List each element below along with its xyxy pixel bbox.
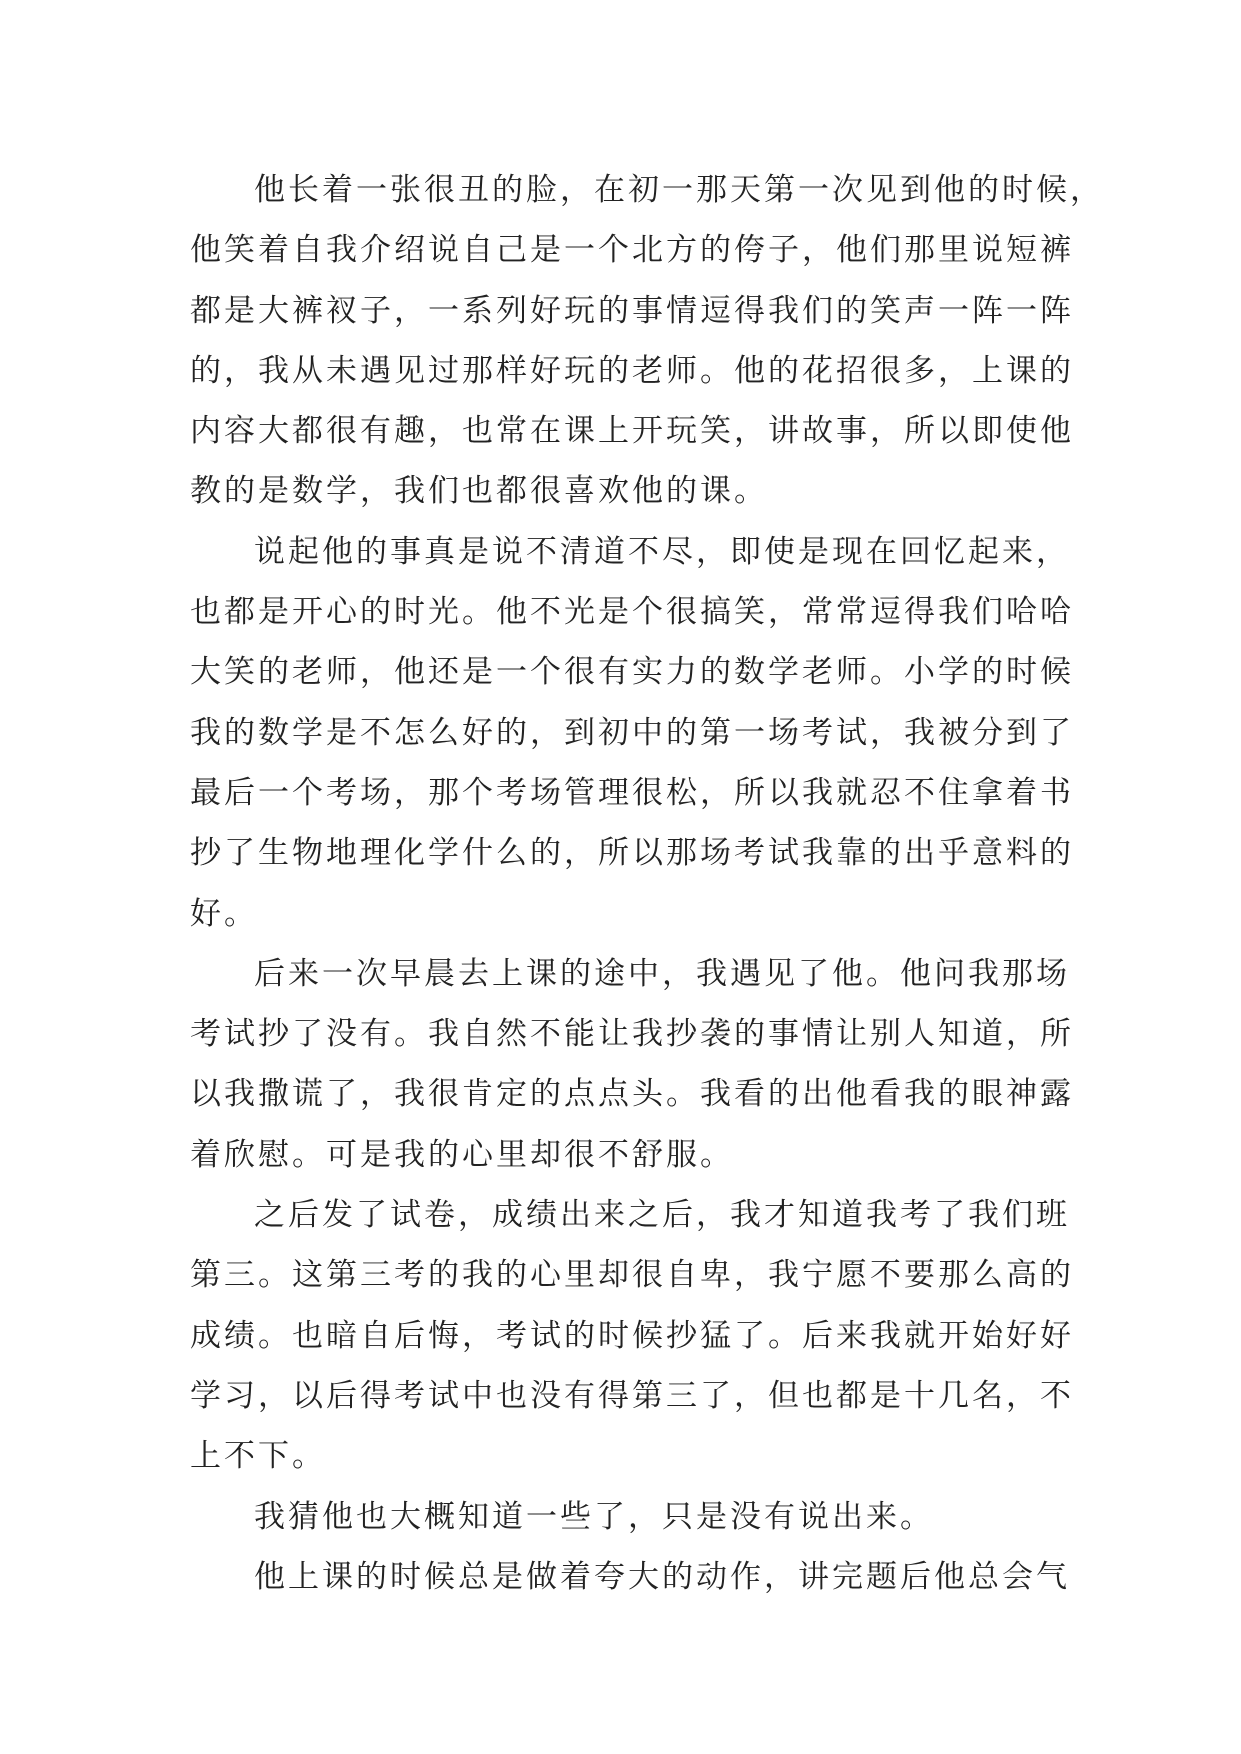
- text-line: 说起他的事真是说不清道不尽，即使是现在回忆起来，: [254, 533, 1070, 570]
- text-line: 教的是数学，我们也都很喜欢他的课。: [190, 473, 768, 510]
- text-line: 好。: [190, 895, 258, 932]
- text-line: 他长着一张很丑的脸，在初一那天第一次见到他的时候，: [254, 172, 1104, 208]
- essay-body: [190, 160, 1104, 1607]
- text-line: 也都是开心的时光。他不光是个很搞笑，常常逗得我们哈哈: [190, 594, 1074, 631]
- text-line: 他上课的时候总是做着夸大的动作，讲完题后他总会气: [254, 1558, 1070, 1595]
- text-line: 考试抄了没有。我自然不能让我抄袭的事情让别人知道，所: [190, 1016, 1074, 1053]
- text-line: 都是大裤衩子，一系列好玩的事情逗得我们的笑声一阵一阵: [190, 292, 1074, 329]
- text-line: 最后一个考场，那个考场管理很松，所以我就忍不住拿着书: [190, 774, 1074, 811]
- text-line: 他笑着自我介绍说自己是一个北方的侉子，他们那里说短裤: [190, 232, 1074, 269]
- text-line: 学习，以后得考试中也没有得第三了，但也都是十几名，不: [190, 1377, 1074, 1414]
- text-line: 内容大都很有趣，也常在课上开玩笑，讲故事，所以即使他: [190, 413, 1074, 450]
- text-line: 大笑的老师，他还是一个很有实力的数学老师。小学的时候: [190, 654, 1074, 691]
- text-line: 后来一次早晨去上课的途中，我遇见了他。他问我那场: [254, 955, 1070, 992]
- text-line: 我猜他也大概知道一些了，只是没有说出来。: [254, 1498, 934, 1535]
- text-line: 之后发了试卷，成绩出来之后，我才知道我考了我们班: [254, 1197, 1070, 1234]
- text-line: 抄了生物地理化学什么的，所以那场考试我靠的出乎意料的: [190, 835, 1074, 872]
- text-line: 着欣慰。可是我的心里却很不舒服。: [190, 1136, 734, 1173]
- text-line: 以我撒谎了，我很肯定的点点头。我看的出他看我的眼神露: [190, 1076, 1074, 1113]
- text-line: 成绩。也暗自后悔，考试的时候抄猛了。后来我就开始好好: [190, 1317, 1074, 1354]
- text-line: 第三。这第三考的我的心里却很自卑，我宁愿不要那么高的: [190, 1257, 1074, 1294]
- text-line: 我的数学是不怎么好的，到初中的第一场考试，我被分到了: [190, 714, 1074, 751]
- text-line: 上不下。: [190, 1438, 326, 1475]
- text-line: 的，我从未遇见过那样好玩的老师。他的花招很多，上课的: [190, 352, 1074, 389]
